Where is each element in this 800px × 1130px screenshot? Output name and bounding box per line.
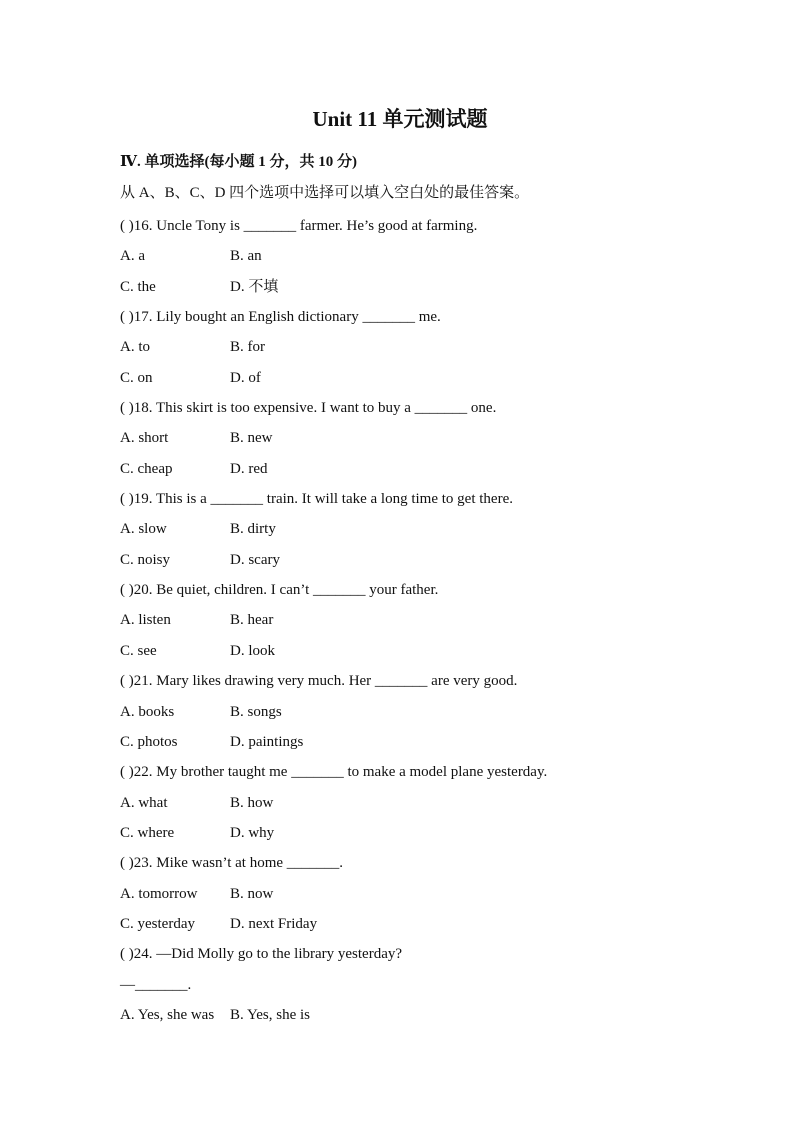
answer-line: —_______. <box>120 976 192 993</box>
option-choice: B. how <box>230 794 274 811</box>
option-choice: C. see <box>120 642 157 659</box>
option-choice: B. hear <box>230 612 274 629</box>
option-choice: D. red <box>230 460 268 477</box>
question-stem: ( )18. This skirt is too expensive. I want to buy a _______ one. <box>120 400 497 417</box>
option-choice: B. songs <box>230 703 282 720</box>
option-row <box>120 879 760 909</box>
question-stem: ( )19. This is a _______ train. It will take a long time to get there. <box>120 491 513 508</box>
option-choice: B. now <box>230 885 274 902</box>
option-choice: C. cheap <box>120 460 173 477</box>
option-choice: A. slow <box>120 521 167 538</box>
option-choice: C. the <box>120 278 156 295</box>
question-stem: ( )21. Mary likes drawing very much. Her _______ are very good. <box>120 673 518 690</box>
option-choice: B. dirty <box>230 521 276 538</box>
question-stem: ( )23. Mike wasn’t at home _______. <box>120 855 344 872</box>
option-choice: D. look <box>230 642 275 659</box>
option-choice: C. where <box>120 824 175 841</box>
option-row <box>120 818 760 848</box>
option-row <box>120 545 760 575</box>
option-choice: A. what <box>120 794 168 811</box>
question-stem: ( )20. Be quiet, children. I can’t _______ your father. <box>120 582 439 599</box>
option-choice: C. photos <box>120 733 178 750</box>
option-choice: B. for <box>230 339 265 356</box>
option-choice: A. a <box>120 248 145 265</box>
question-stem: ( )24. —Did Molly go to the library yesterday? <box>120 946 403 963</box>
option-choice: A. tomorrow <box>120 885 198 902</box>
option-row <box>120 514 760 544</box>
option-row <box>120 727 760 757</box>
option-row <box>120 788 760 818</box>
option-row <box>120 697 760 727</box>
option-choice: C. noisy <box>120 551 171 568</box>
option-choice: B. an <box>230 248 262 265</box>
option-row <box>120 454 760 484</box>
option-row <box>120 605 760 635</box>
option-choice: B. Yes, she is <box>230 1006 311 1023</box>
option-choice: A. to <box>120 339 150 356</box>
option-choice: A. Yes, she was <box>120 1006 215 1023</box>
question-stem: ( )17. Lily bought an English dictionary _______ me. <box>120 309 441 326</box>
option-choice: D. why <box>230 824 275 841</box>
option-row <box>120 241 760 271</box>
option-choice: D. of <box>230 369 261 386</box>
option-choice: D. next Friday <box>230 915 318 932</box>
section-heading: Ⅳ. 单项选择(每小题 1 分，共 10 分) <box>120 154 358 170</box>
option-choice: D. 不填 <box>230 278 279 295</box>
option-choice: A. listen <box>120 612 171 629</box>
option-choice: A. books <box>120 703 175 720</box>
option-choice: D. scary <box>230 551 280 568</box>
option-choice: D. paintings <box>230 733 304 750</box>
option-choice: A. short <box>120 430 169 447</box>
option-row <box>120 423 760 453</box>
option-choice: B. new <box>230 430 273 447</box>
option-row <box>120 1000 760 1030</box>
question-stem: ( )22. My brother taught me _______ to make a model plane yesterday. <box>120 764 548 781</box>
option-row <box>120 332 760 362</box>
question-list <box>120 211 760 1030</box>
option-row <box>120 272 760 302</box>
option-choice: C. on <box>120 369 153 386</box>
option-choice: C. yesterday <box>120 915 195 932</box>
option-row <box>120 636 760 666</box>
option-row <box>120 363 760 393</box>
question-stem: ( )16. Uncle Tony is _______ farmer. He’s good at farming. <box>120 218 478 234</box>
section-instruction: 从 A、B、C、D 四个选项中选择可以填入空白处的最佳答案。 <box>120 185 530 201</box>
option-row <box>120 909 760 939</box>
page-title: Unit 11 单元测试题 <box>312 107 488 131</box>
